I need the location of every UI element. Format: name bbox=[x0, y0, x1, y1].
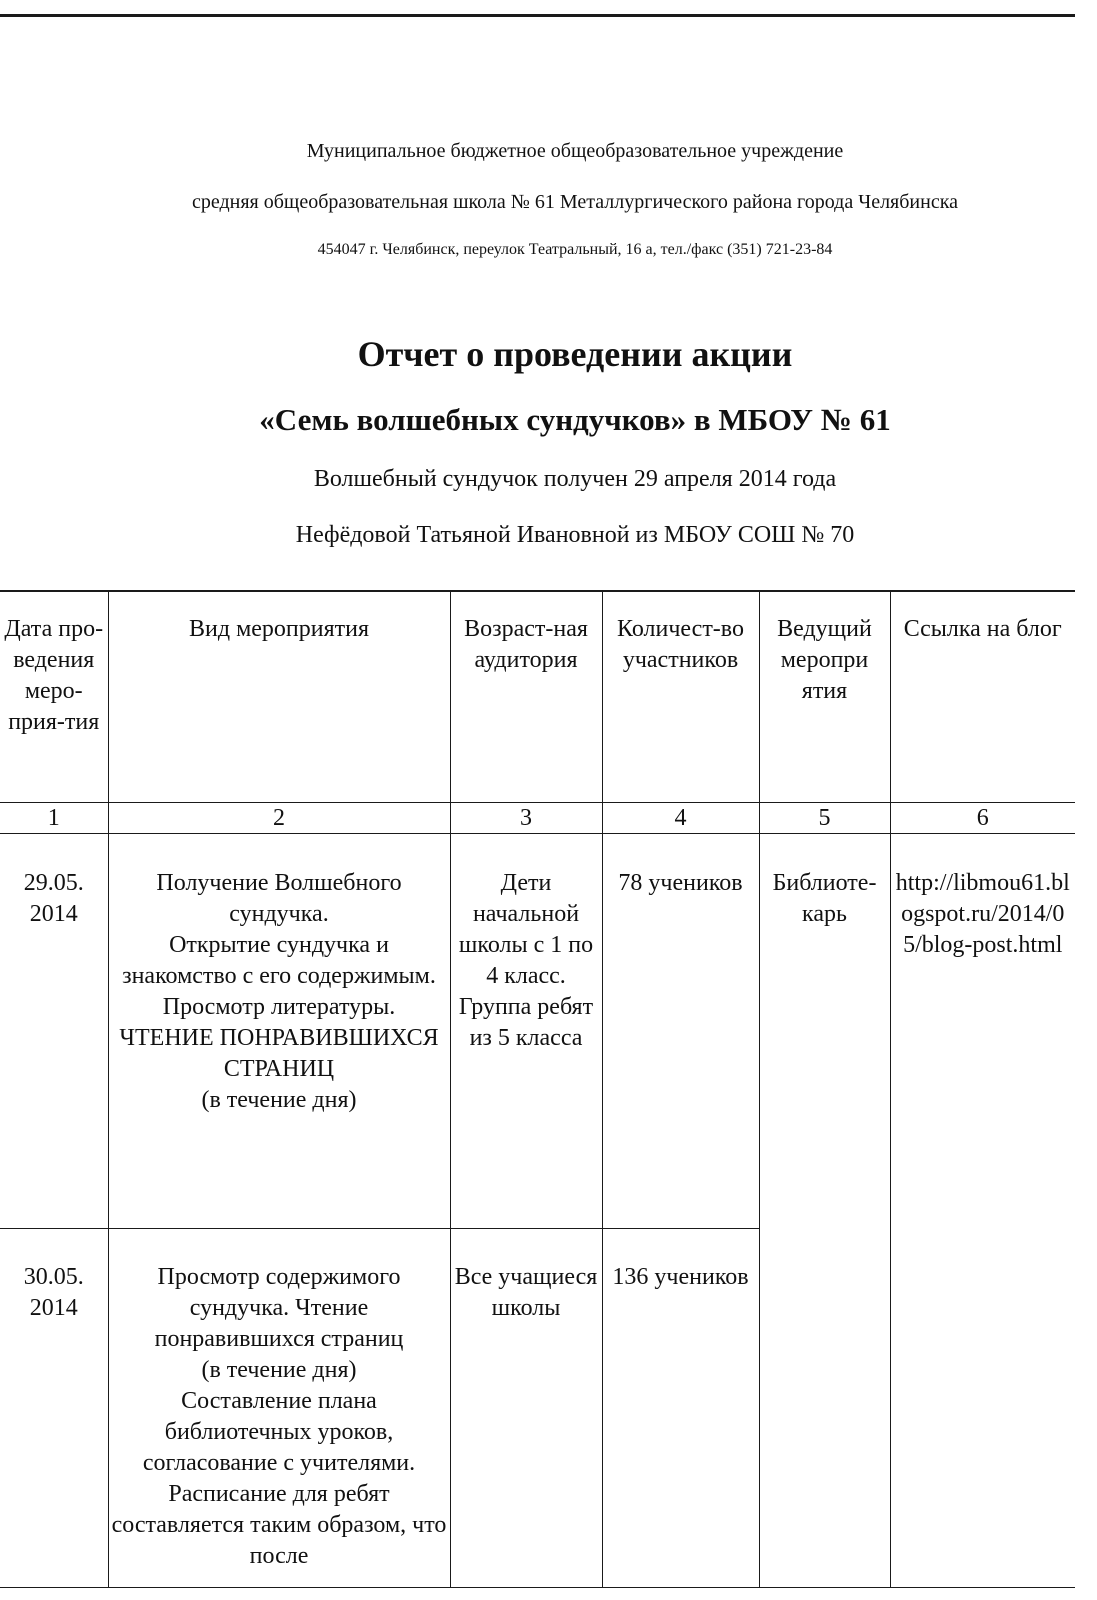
cell-event: Просмотр содержимого сундучка. Чтение понравившихся страниц (в течение дня) Составление плана библиотечных уроков, согласование с учителями. Расписание для ребят составляется таким образом, что после bbox=[108, 1229, 450, 1588]
org-name-line2: средняя общеобразовательная школа № 61 Металлургического района города Челябинска bbox=[191, 191, 959, 213]
col-number: 6 bbox=[890, 803, 1075, 834]
cell-audience: Дети начальной школы с 1 по 4 класс. Группа ребят из 5 класса bbox=[450, 834, 602, 1229]
cell-host bbox=[759, 1229, 890, 1588]
report-subtitle: «Семь волшебных сундучков» в МБОУ № 61 bbox=[259, 402, 891, 437]
cell-audience: Все учащиеся школы bbox=[450, 1229, 602, 1588]
col-number: 4 bbox=[602, 803, 759, 834]
top-rule bbox=[0, 14, 1075, 17]
table-row bbox=[0, 1229, 1075, 1588]
org-address: 454047 г. Челябинск, переулок Театральный, 16 а, тел./факс (351) 721-23-84 bbox=[317, 241, 833, 258]
header-participants: Количест-во участников bbox=[602, 591, 759, 803]
report-title: Отчет о проведении акции bbox=[357, 334, 793, 374]
header-event-type: Вид мероприятия bbox=[108, 591, 450, 803]
cell-host: Библиоте-карь bbox=[759, 834, 890, 1229]
cell-event: Получение Волшебного сундучка. Открытие сундучка и знакомство с его содержимым. Просмотр литературы. ЧТЕНИЕ ПОНРАВИВШИХСЯ СТРАНИЦ (в течение дня) bbox=[108, 834, 450, 1229]
org-name-line1: Муниципальное бюджетное общеобразовательное учреждение bbox=[306, 140, 844, 162]
col-number: 2 bbox=[108, 803, 450, 834]
received-from-line: Нефёдовой Татьяной Ивановной из МБОУ СОШ № 70 bbox=[295, 522, 855, 548]
header-host: Ведущий меропри ятия bbox=[759, 591, 890, 803]
cell-count: 78 учеников bbox=[602, 834, 759, 1229]
col-number: 1 bbox=[0, 803, 108, 834]
header-date: Дата про-ведения меро-прия-тия bbox=[0, 591, 108, 803]
cell-date: 30.05. 2014 bbox=[0, 1229, 108, 1588]
table-header-row bbox=[0, 591, 1075, 803]
col-number: 5 bbox=[759, 803, 890, 834]
column-number-row bbox=[0, 803, 1075, 834]
cell-count: 136 учеников bbox=[602, 1229, 759, 1588]
col-number: 3 bbox=[450, 803, 602, 834]
table-row bbox=[0, 834, 1075, 1229]
received-line: Волшебный сундучок получен 29 апреля 2014 года bbox=[313, 466, 837, 492]
header-blog-link: Ссылка на блог bbox=[890, 591, 1075, 803]
cell-blog-link[interactable]: http://libmou61.blogspot.ru/2014/05/blog-post.html bbox=[890, 834, 1075, 1229]
header-audience: Возраст-ная аудитория bbox=[450, 591, 602, 803]
report-table bbox=[0, 590, 1075, 1588]
cell-blog-link bbox=[890, 1229, 1075, 1588]
cell-date: 29.05. 2014 bbox=[0, 834, 108, 1229]
